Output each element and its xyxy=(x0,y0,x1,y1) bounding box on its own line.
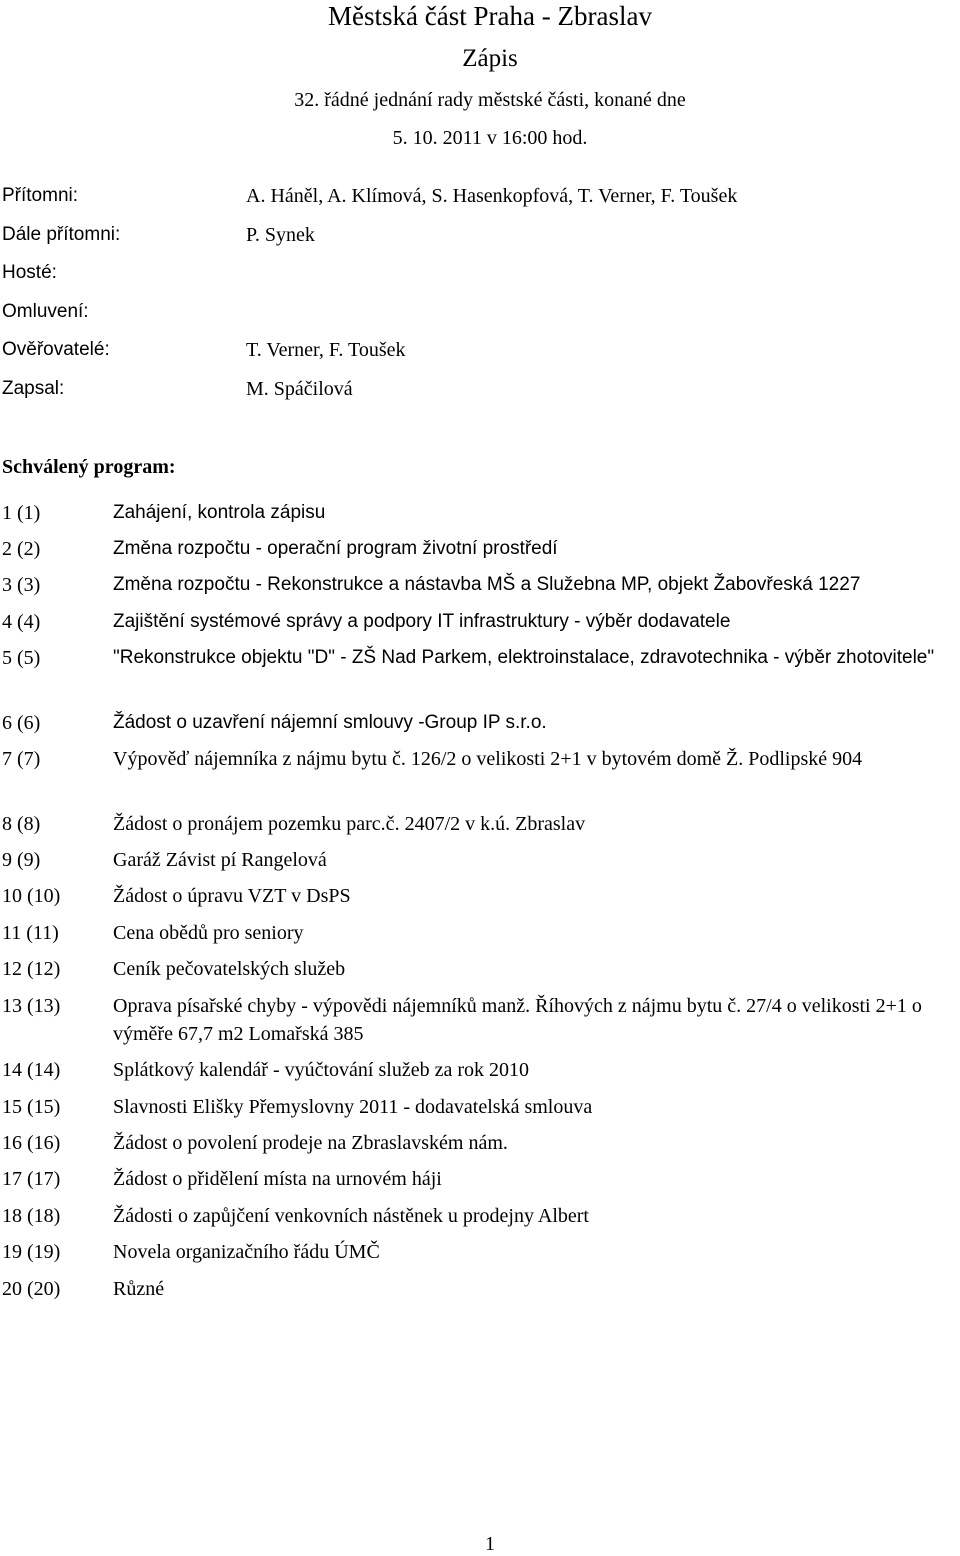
agenda-item-number: 13 (13) xyxy=(2,995,61,1017)
agenda-item-number: 3 (3) xyxy=(2,574,41,596)
agenda-item-text: Cena obědů pro seniory xyxy=(113,922,304,944)
attendance-label: Zapsal: xyxy=(2,378,65,399)
agenda-item-number: 11 (11) xyxy=(2,922,59,944)
agenda-item-number: 6 (6) xyxy=(2,712,41,734)
agenda-item-text: Různé xyxy=(113,1278,165,1300)
attendance-row-recorder xyxy=(0,376,960,402)
attendance-row-verifiers xyxy=(0,337,960,363)
agenda-item-number: 14 (14) xyxy=(2,1059,61,1081)
attendance-row-guests xyxy=(0,260,960,286)
agenda-item-number: 15 (15) xyxy=(2,1096,61,1118)
attendance-label: Omluvení: xyxy=(2,301,89,322)
organization-title: Městská část Praha - Zbraslav xyxy=(328,1,652,31)
document-type-title: Zápis xyxy=(462,45,518,72)
agenda-item-number: 17 (17) xyxy=(2,1168,61,1190)
attendance-row-excused xyxy=(0,299,960,325)
agenda-item-text: Žádost o uzavření nájemní smlouvy -Group IP s.r.o. xyxy=(113,712,547,733)
agenda-item-text: Oprava písařské chyby - výpovědi nájemníků manž. Říhových z nájmu bytu č. 27/4 o velikosti 2+1 o výměře 67,7 m2 Lomařská 385 xyxy=(113,995,922,1045)
attendance-label: Přítomni: xyxy=(2,185,79,206)
attendance-label: Hosté: xyxy=(2,262,57,283)
agenda-item-text: Zajištění systémové správy a podpory IT infrastruktury - výběr dodavatele xyxy=(113,611,731,632)
attendance-label: Ověřovatelé: xyxy=(2,339,110,360)
agenda-item-text: Změna rozpočtu - operační program životní prostředí xyxy=(113,538,558,559)
agenda-item-number: 12 (12) xyxy=(2,958,61,980)
agenda-item-text: Garáž Závist pí Rangelová xyxy=(113,849,327,871)
agenda-item-number: 19 (19) xyxy=(2,1241,61,1263)
agenda-item-text: Výpověď nájemníka z nájmu bytu č. 126/2 o velikosti 2+1 v bytovém domě Ž. Podlipské 904 xyxy=(113,748,863,770)
attendance-label: Dále přítomni: xyxy=(2,224,121,245)
agenda-item-text: Žádost o povolení prodeje na Zbraslavském nám. xyxy=(113,1132,508,1154)
agenda-item-number: 2 (2) xyxy=(2,538,41,560)
attendance-value: P. Synek xyxy=(246,224,315,246)
agenda-item-number: 20 (20) xyxy=(2,1278,61,1300)
agenda-item-text: Slavnosti Elišky Přemyslovny 2011 - dodavatelská smlouva xyxy=(113,1096,593,1118)
agenda-item-text: Změna rozpočtu - Rekonstrukce a nástavba MŠ a Služebna MP, objekt Žabovřeská 1227 xyxy=(113,574,861,595)
agenda-item-text: Novela organizačního řádu ÚMČ xyxy=(113,1241,380,1263)
agenda-item-text: Ceník pečovatelských služeb xyxy=(113,958,346,980)
attendance-value: M. Spáčilová xyxy=(246,378,353,400)
agenda-item-text: Žádost o úpravu VZT v DsPS xyxy=(113,885,351,907)
agenda-item-number: 9 (9) xyxy=(2,849,41,871)
meeting-description: 32. řádné jednání rady městské části, konané dne xyxy=(294,89,686,111)
agenda-item-text: Žádost o přidělení místa na urnovém háji xyxy=(113,1168,442,1190)
attendance-row-present xyxy=(0,183,960,209)
agenda-item-text: Žádost o pronájem pozemku parc.č. 2407/2 v k.ú. Zbraslav xyxy=(113,813,586,835)
agenda-item-text: "Rekonstrukce objektu "D" - ZŠ Nad Parkem, elektroinstalace, zdravotechnika - výběr zhotovitele" xyxy=(113,647,935,668)
agenda-item-number: 8 (8) xyxy=(2,813,41,835)
agenda-item-text: Zahájení, kontrola zápisu xyxy=(113,502,326,523)
agenda-item-text: Splátkový kalendář - vyúčtování služeb za rok 2010 xyxy=(113,1059,529,1081)
agenda-item-number: 4 (4) xyxy=(2,611,41,633)
page-number: 1 xyxy=(485,1533,495,1555)
meeting-datetime: 5. 10. 2011 v 16:00 hod. xyxy=(392,127,588,149)
attendance-value: A. Háněl, A. Klímová, S. Hasenkopfová, T. Verner, F. Toušek xyxy=(246,185,738,207)
agenda-item-text: Žádosti o zapůjčení venkovních nástěnek u prodejny Albert xyxy=(113,1205,589,1227)
attendance-row-also-present xyxy=(0,222,960,248)
agenda-item-number: 10 (10) xyxy=(2,885,61,907)
agenda-item-number: 18 (18) xyxy=(2,1205,61,1227)
agenda-item-number: 5 (5) xyxy=(2,647,41,669)
attendance-value: T. Verner, F. Toušek xyxy=(246,339,406,361)
agenda-item-number: 7 (7) xyxy=(2,748,41,770)
agenda-item-number: 16 (16) xyxy=(2,1132,61,1154)
agenda-item-number: 1 (1) xyxy=(2,502,41,524)
program-heading: Schválený program: xyxy=(2,456,176,478)
